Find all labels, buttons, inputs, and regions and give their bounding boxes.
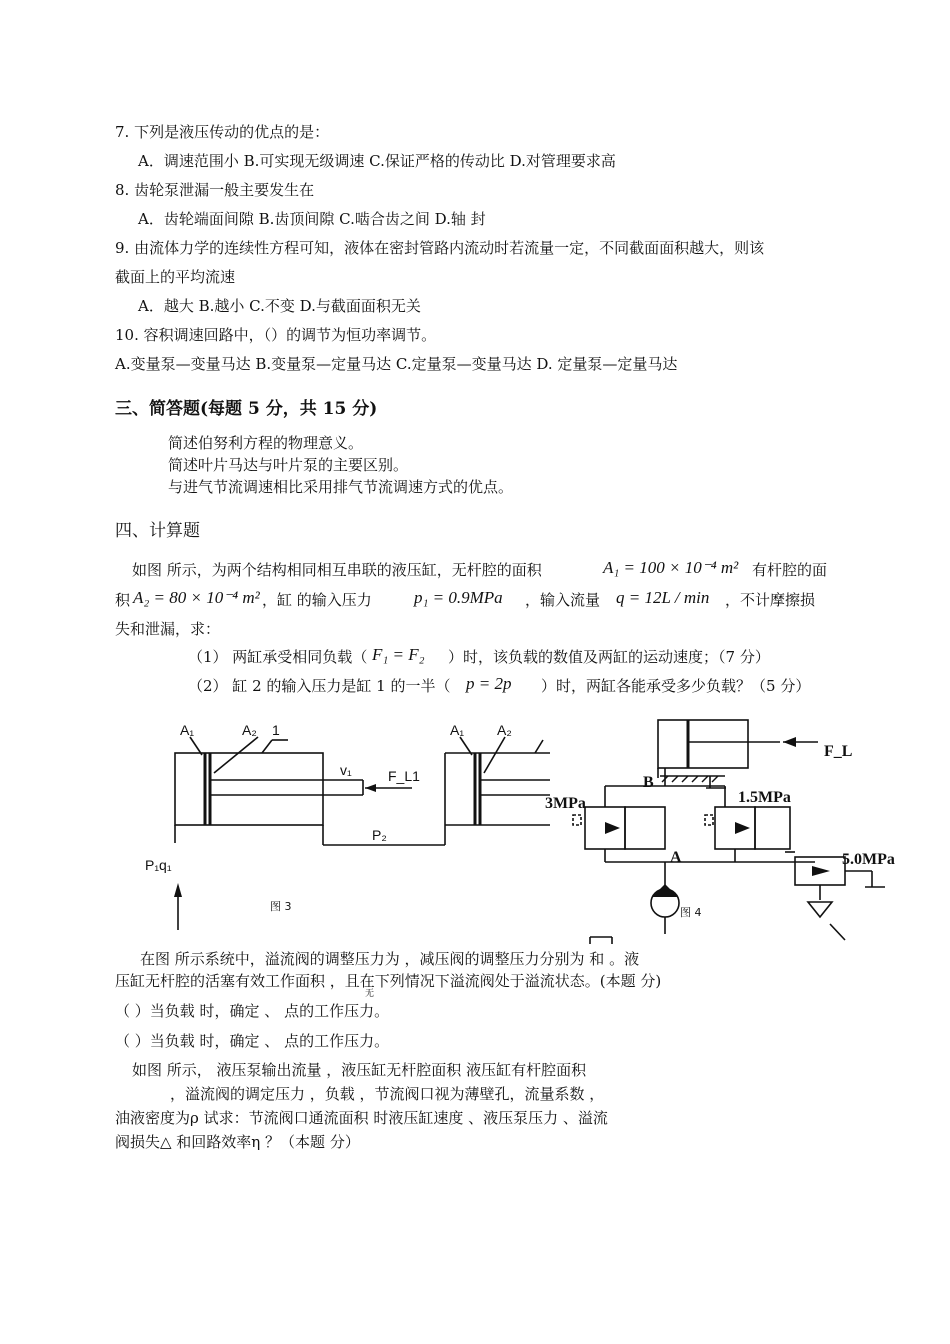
sub1-a: （1） 两缸承受相同负载（ xyxy=(188,648,368,666)
p1-line2-d: ，不计摩擦损 xyxy=(725,591,816,609)
q7-options: A．调速范围小 B.可实现无级调速 C.保证严格的传动比 D.对管理要求高 xyxy=(138,152,616,170)
label-A1-left: A₁ xyxy=(180,722,195,738)
label-1: 1 xyxy=(272,722,280,738)
fig3-caption: 图 3 xyxy=(270,900,292,913)
section3-item: 简述叶片马达与叶片泵的主要区别。 xyxy=(168,456,409,474)
eq-A2: A₂ = 80 × 10⁻⁴ m² xyxy=(133,588,260,607)
section3-item: 简述伯努利方程的物理意义。 xyxy=(168,434,364,452)
p1-line1-a: 如图 所示，为两个结构相同相互串联的液压缸，无杆腔的面积 xyxy=(132,561,542,579)
label-v1: v₁ xyxy=(340,762,352,778)
bottom-line4: （ ）当负载 时，确定 、 点的工作压力。 xyxy=(115,1032,390,1050)
q8-stem: 8. 齿轮泵泄漏一般主要发生在 xyxy=(115,181,315,199)
bottom-line2: 压缸无杆腔的活塞有效工作面积 ，且在下列情况下溢流阀处于溢流状态。(本题 分) xyxy=(115,972,662,990)
label-FL1: F_L1 xyxy=(388,768,420,784)
label-A: A xyxy=(670,849,682,866)
section4-title: 四、计算题 xyxy=(115,521,200,541)
eq-p: p = 2p xyxy=(466,674,512,693)
bottom-line5: 如图 所示， 液压泵输出流量 ，液压缸无杆腔面积 液压缸有杆腔面积 xyxy=(132,1061,587,1079)
bottom-line6: ，溢流阀的调定压力 ，负载 ，节流阀口视为薄壁孔，流量系数 ， xyxy=(170,1085,605,1103)
bottom-line7: 油液密度为ρ 试求：节流阀口通流面积 时液压缸速度 、液压泵压力 、溢流 xyxy=(115,1109,608,1127)
section3-title: 三、简答题(每题 5 分，共 15 分) xyxy=(115,399,378,419)
label-p1q1: P₁q₁ xyxy=(145,857,172,873)
label-A1-right: A₁ xyxy=(450,722,465,738)
bottom-line1: 在图 所示系统中，溢流阀的调整压力为 ，减压阀的调整压力分别为 和 。液 xyxy=(140,950,640,968)
label-A2-left: A₂ xyxy=(242,722,257,738)
q9-stem-line2: 截面上的平均流速 xyxy=(115,268,236,286)
eq-F: F₁ = F₂ xyxy=(372,645,425,664)
eq-q: q = 12L / min xyxy=(616,588,710,607)
sub2-b: ）时，两缸各能承受多少负载？（5 分） xyxy=(541,677,811,695)
figure-3-cylinders xyxy=(130,715,550,945)
eq-A1: A₁ = 100 × 10⁻⁴ m² xyxy=(603,558,739,577)
fig4-caption: 图 4 xyxy=(680,906,702,919)
q7-stem: 7. 下列是液压传动的优点的是： xyxy=(115,123,330,141)
sub2-a: （2） 缸 2 的输入压力是缸 1 的一半（ xyxy=(188,677,451,695)
q8-options: A．齿轮端面间隙 B.齿顶间隙 C.啮合齿之间 D.轴 封 xyxy=(138,210,486,228)
label-B: B xyxy=(643,774,654,791)
sub1-b: ）时，该负载的数值及两缸的运动速度；（7 分） xyxy=(448,648,770,666)
label-5.0MPa: 5.0MPa xyxy=(842,851,895,868)
q9-stem-line1: 9. 由流体力学的连续性方程可知，液体在密封管路内流动时若流量一定，不同截面面积越大，则该 xyxy=(115,239,765,257)
bottom-line3: （ ）当负载 时，确定 、 点的工作压力。 xyxy=(115,1002,390,1020)
eq-p1: p₁ = 0.9MPa xyxy=(414,588,503,607)
label-1.5MPa: 1.5MPa xyxy=(738,789,791,806)
q9-options: A．越大 B.越小 C.不变 D.与截面面积无关 xyxy=(138,297,421,315)
figure-4-valve-circuit xyxy=(540,712,920,947)
label-FL: F_L xyxy=(824,743,853,760)
label-p2: P₂ xyxy=(372,827,387,843)
q10-options: A.变量泵—变量马达 B.变量泵—定量马达 C.定量泵—变量马达 D. 定量泵—定量马达 xyxy=(115,355,678,373)
p1-line2-c: ，输入流量 xyxy=(525,591,601,609)
p1-line1-b: 有杆腔的面 xyxy=(752,561,828,579)
bottom-line8: 阀损失△ 和回路效率η ？（本题 分） xyxy=(115,1133,360,1151)
p1-line2-b: ，缸 的输入压力 xyxy=(262,591,372,609)
label-A2-right: A₂ xyxy=(497,722,512,738)
bottom-line2-sub: 无 xyxy=(365,989,375,999)
p1-line2-a: 积 xyxy=(115,591,131,609)
label-3MPa: 3MPa xyxy=(545,795,586,812)
section3-item: 与进气节流调速相比采用排气节流调速方式的优点。 xyxy=(168,478,514,496)
q10-stem: 10. 容积调速回路中，（）的调节为恒功率调节。 xyxy=(115,326,437,344)
p1-line3: 失和泄漏，求： xyxy=(115,620,221,638)
